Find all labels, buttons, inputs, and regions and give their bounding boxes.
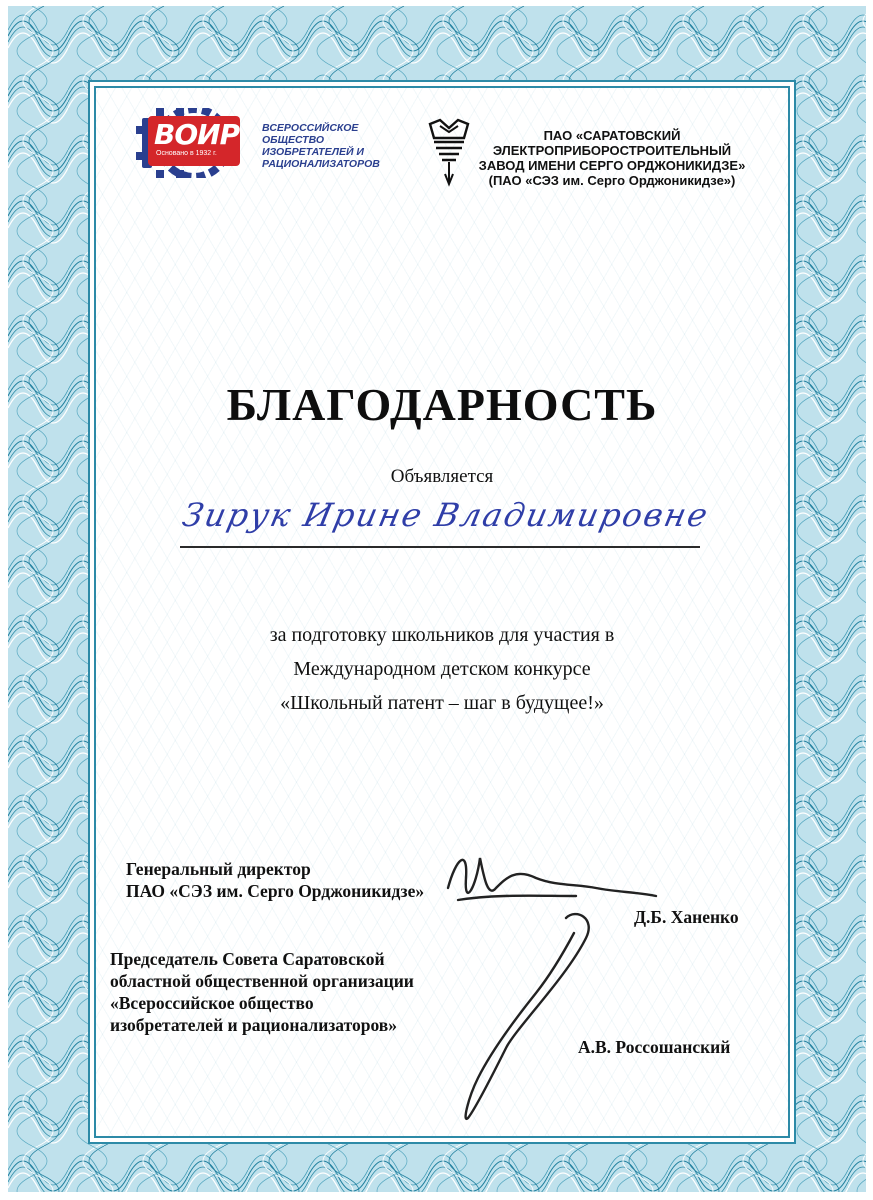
director-name: Д.Б. Ханенко — [634, 907, 739, 927]
chairman-name: А.В. Россошанский — [578, 1037, 731, 1057]
sez-company-name: ПАО «САРАТОВСКИЙ ЭЛЕКТРОПРИБОРОСТРОИТЕЛЬНЫЙ ЗАВОД ИМЕНИ СЕРГО ОРДЖОНИКИДЗЕ» (ПАО «СЭЗ им. Серго Орджоникидзе») — [478, 128, 746, 188]
reason-text: за подготовку школьников для участия в Международном детском конкурсе «Школьный патент – шаг в будущее!» — [269, 624, 615, 714]
recipient-block — [166, 496, 726, 556]
certificate-title: БЛАГОДАРНОСТЬ — [226, 379, 658, 430]
director-position: Генеральный директор ПАО «СЭЗ им. Серго Орджоникидзе» — [126, 859, 425, 901]
voir-logo-badge — [148, 116, 240, 166]
decorative-border — [8, 6, 866, 1192]
announce-text: Объявляется — [390, 466, 494, 487]
voir-founded: Основано в 1932 г. — [156, 150, 217, 157]
recipient-underline — [180, 546, 700, 548]
recipient-name: Зирук Ирине Владимировне — [179, 496, 713, 534]
voir-abbr: ВОИР — [154, 118, 240, 151]
voir-org-name: ВСЕРОССИЙСКОЕ ОБЩЕСТВО ИЗОБРЕТАТЕЛЕЙ И РАЦИОНАЛИЗАТОРОВ — [262, 122, 380, 170]
chairman-position: Председатель Совета Саратовской областной общественной организации «Всероссийское общество изобретателей и рационализаторов» — [110, 949, 414, 1035]
certificate-paper — [94, 86, 790, 1138]
